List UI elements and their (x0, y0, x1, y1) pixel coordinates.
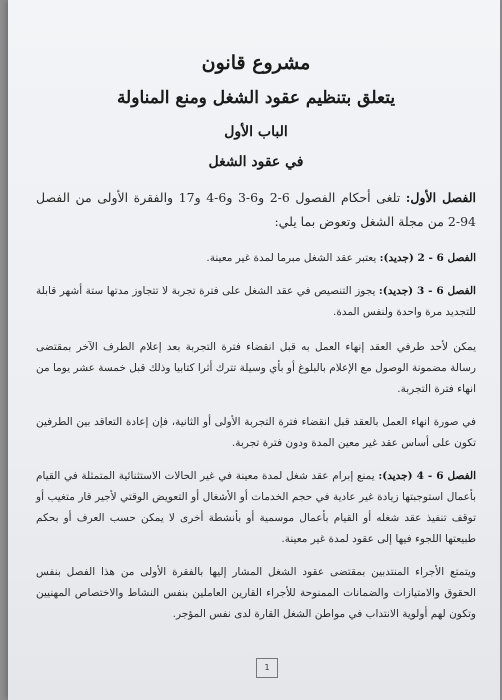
article-text: يمنع إبرام عقد شغل لمدة معينة في غير الحالات الاستثنائية المتمثلة في القيام بأعمال استوجبتها زيادة غير عادية في حجم الخدمات أو الأشغال أو التعويض الوقتي لأجير قار متغيب أو توقف تنفيذ عقد شغله أو القيام بأعمال موسمية أو بأنشطة أخرى لا يمكن حسب العرف أو بحكم طبيعتها اللجوء فيها إلى عقود لمدة غير معينة. (36, 470, 476, 545)
article-6-2 (36, 248, 476, 269)
paragraph: في صورة انهاء العمل بالعقد قبل انقضاء فترة التجربة الأولى أو الثانية، فإن إعادة التعاقد بين الطرفين تكون على أساس عقد غير معين المدة ودون فترة تجربة. (36, 416, 476, 449)
paragraph: ويتمتع الأجراء المنتدبين بمقتضى عقود الشغل المشار إليها بالفقرة الأولى من هذا الفصل بنفس الحقوق والامتيازات والضمانات الممنوحة للأجراء القارين العاملين بنفس النشاط والاختصاص المهنيين وتكون لهم أولوية الانتداب في مواطن الشغل القارة لدى نفس المؤجر. (36, 566, 476, 620)
article-label: الفصل 6 - 2 (جديد): (379, 252, 476, 264)
document-subtitle: يتعلق بتنظيم عقود الشغل ومنع المناولة (116, 88, 396, 108)
article-label: الفصل 6 - 4 (جديد): (378, 470, 476, 482)
section-heading: الباب الأول (224, 124, 288, 140)
article-1 (36, 186, 476, 234)
document-body (36, 52, 476, 625)
article-6-3 (36, 281, 476, 323)
article-label: الفصل الأول: (405, 190, 476, 205)
article-6-4 (36, 466, 476, 550)
article-label: الفصل 6 - 3 (جديد): (378, 285, 476, 297)
article-text: يجوز التنصيص في عقد الشغل على فترة تجربة لا تتجاوز مدتها ستة أشهر قابلة للتجديد مرة واحدة ولنفس المدة. (36, 285, 476, 318)
article-text: تلغى أحكام الفصول 6-2 و6-3 و6-4 و17 والفقرة الأولى من الفصل 94-2 من مجلة الشغل وتعوض بما يلي: (36, 190, 476, 229)
article-text: يعتبر عقد الشغل مبرما لمدة غير معينة. (206, 252, 380, 264)
page-number: 1 (256, 658, 278, 678)
section-subheading: في عقود الشغل (208, 154, 304, 170)
document-title: مشروع قانون (201, 52, 311, 74)
paragraph: يمكن لأحد طرفي العقد إنهاء العمل به قبل انقضاء فترة التجربة بعد إعلام الطرف الآخر بمقتضى رسالة مضمونة الوصول مع الإعلام بالبلوغ أو بأي وسيلة تترك أثرا كتابيا وذلك قبل خمسة عشر يوما من انهاء فترة التجربة. (36, 341, 476, 395)
document-page (8, 0, 500, 700)
